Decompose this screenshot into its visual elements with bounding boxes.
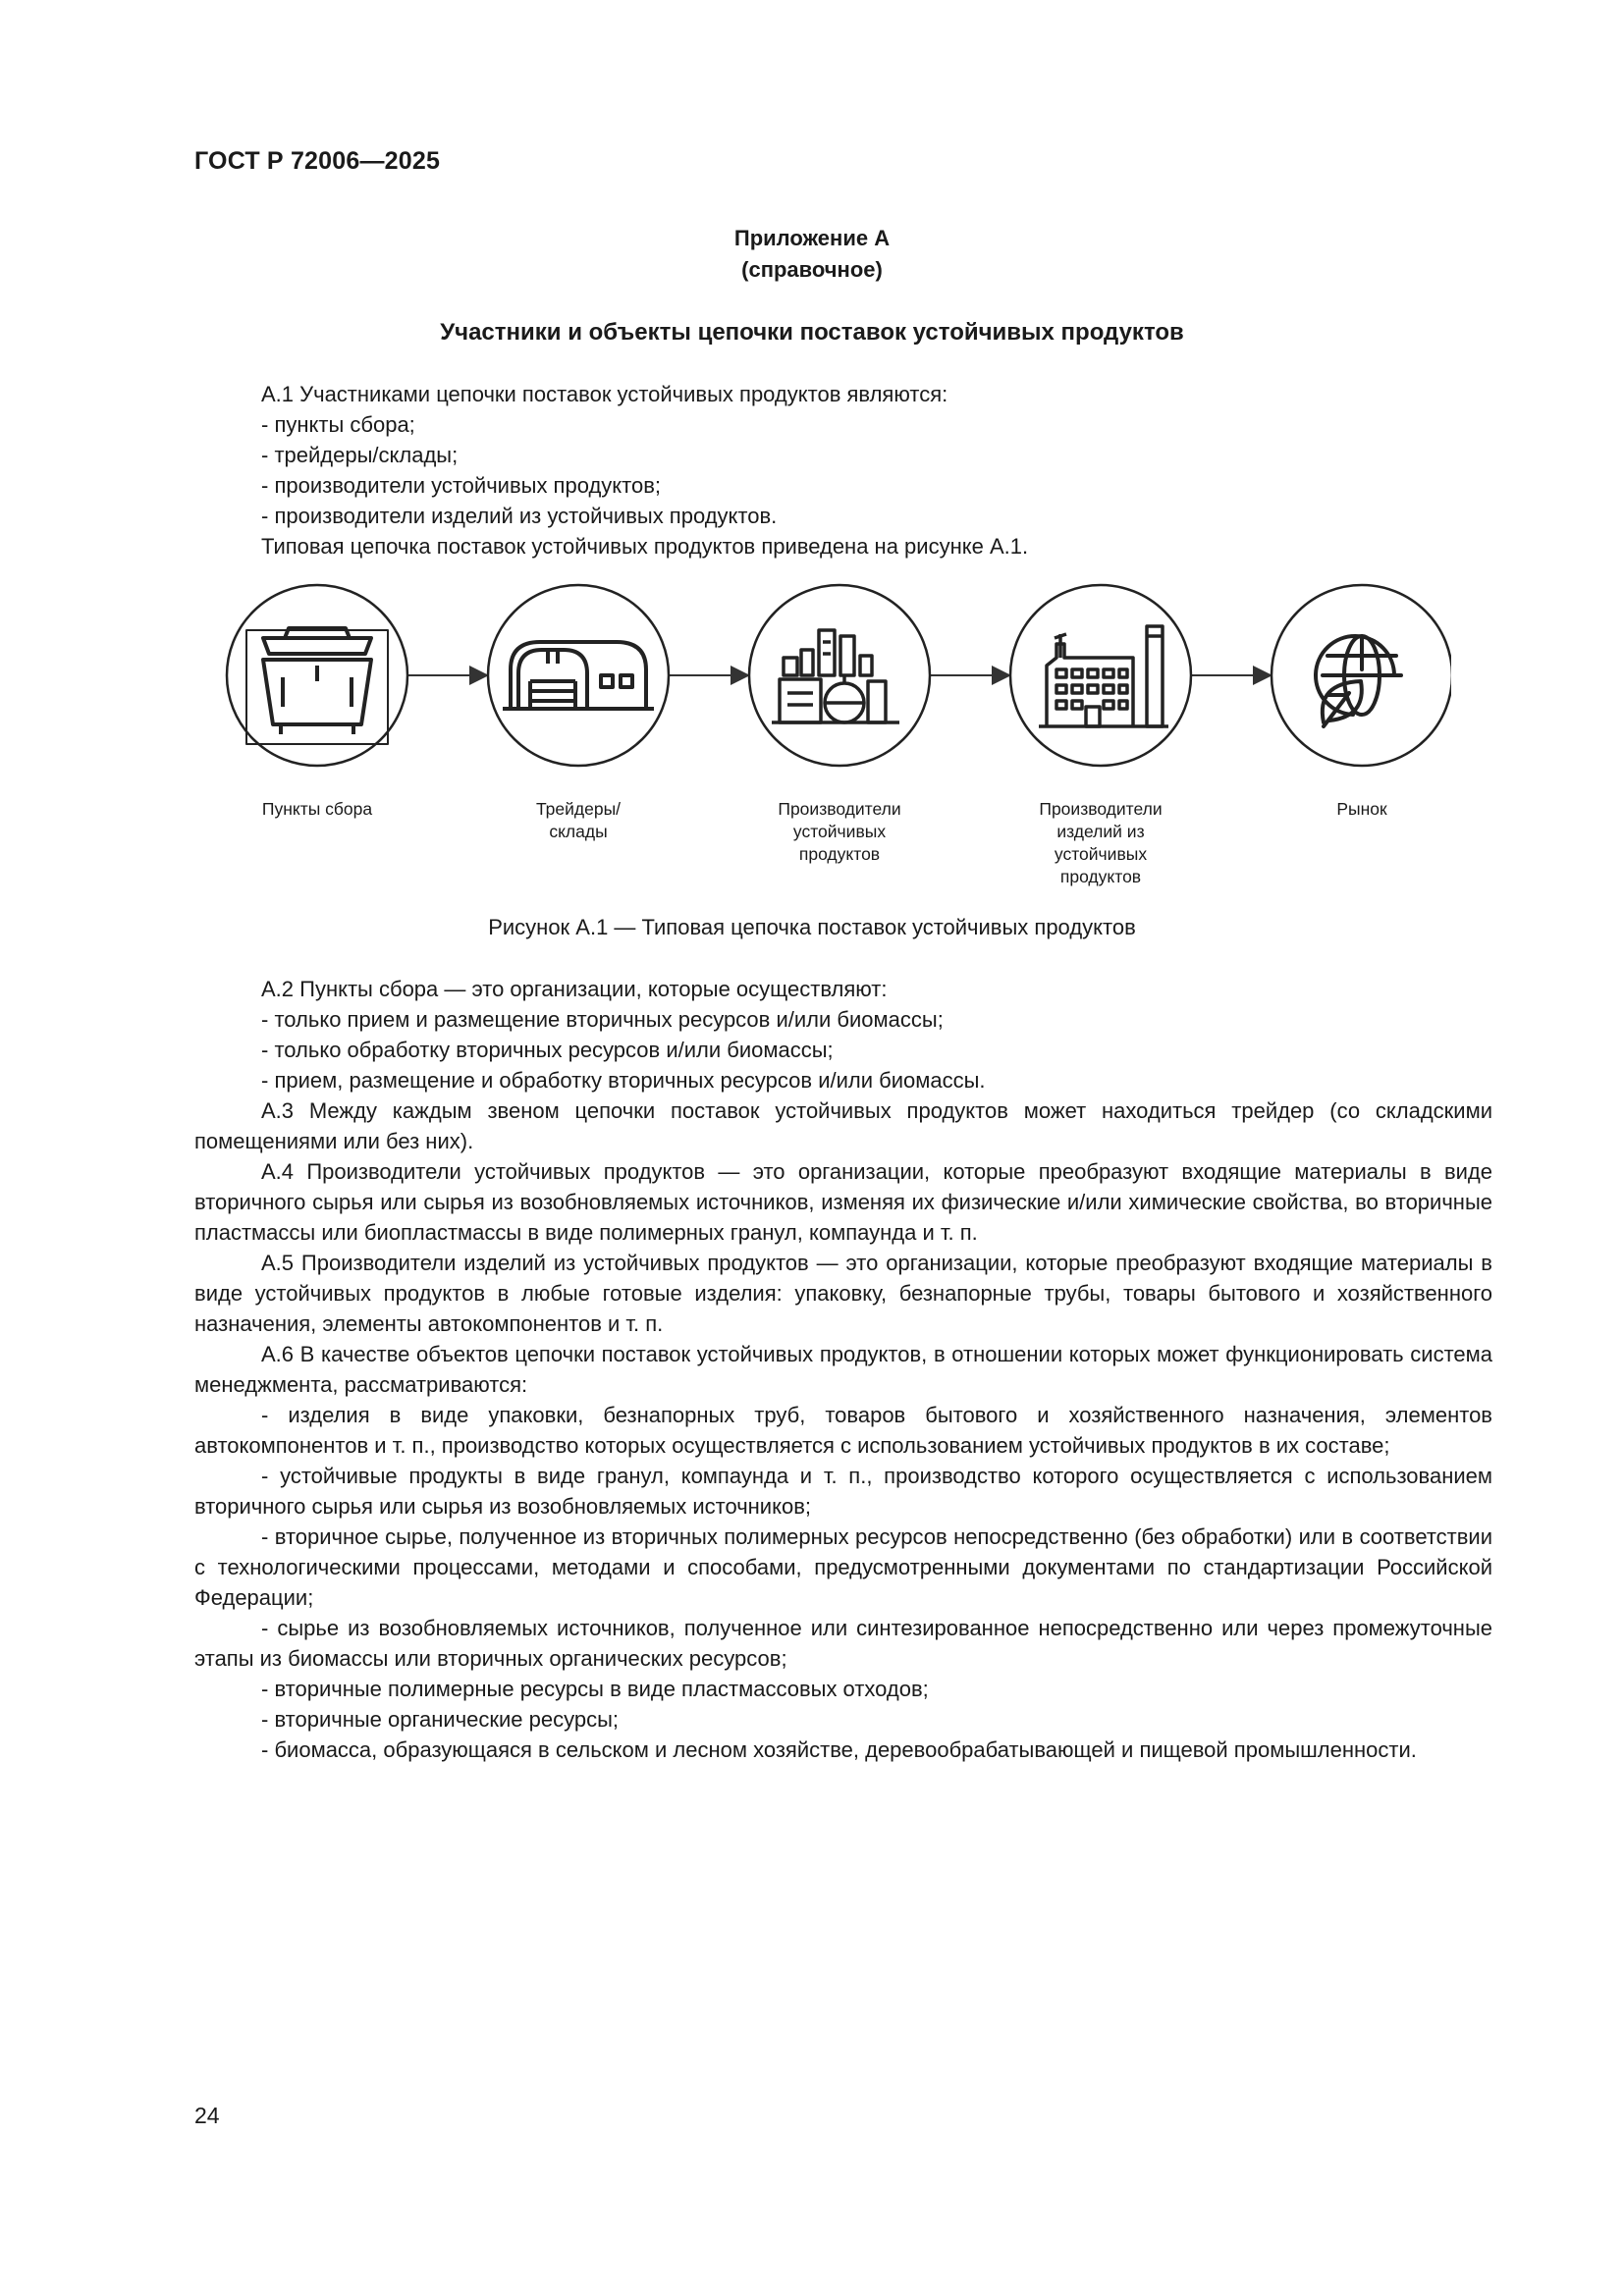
a3-paragraph: А.3 Между каждым звеном цепочки поставок устойчивых продуктов может находиться трейдер (со складскими помещениями или без них). xyxy=(194,1098,1492,1153)
node-collection-points xyxy=(227,585,407,766)
a2-item: - только прием и размещение вторичных ресурсов и/или биомассы; xyxy=(261,1007,944,1032)
a6-item: - изделия в виде упаковки, безнапорных труб, товаров бытового и хозяйственного назначения, элементов автокомпонентов и т. п., производство которых осуществляется с использованием устойчивых продуктов в их составе; xyxy=(194,1403,1492,1458)
a1-lead: А.1 Участниками цепочки поставок устойчивых продуктов являются: xyxy=(261,382,948,406)
figure-caption: Рисунок А.1 — Типовая цепочка поставок устойчивых продуктов xyxy=(488,915,1136,939)
page-number: 24 xyxy=(194,2103,220,2128)
a6-lead: А.6 В качестве объектов цепочки поставок устойчивых продуктов, в отношении которых может функционировать система менеджмента, рассматриваются: xyxy=(194,1342,1492,1397)
a1-item: - пункты сбора; xyxy=(261,412,415,437)
annex-title: Приложение А xyxy=(733,226,891,250)
a6-item: - биомасса, образующаяся в сельском и лесном хозяйстве, деревообрабатывающей и пищевой промышленности. xyxy=(261,1737,1417,1762)
node-market xyxy=(1272,585,1451,766)
a5-paragraph: А.5 Производители изделий из устойчивых продуктов — это организации, которые преобразуют входящие материалы в виде устойчивых продуктов в любые готовые изделия: упаковку, безнапорные трубы, товары бытового и хозяйственного назначения, элементы автокомпонентов и т. п. xyxy=(194,1251,1492,1336)
a1-item: - трейдеры/склады; xyxy=(261,443,459,467)
a2-item: - прием, размещение и обработку вторичных ресурсов и/или биомассы. xyxy=(261,1068,986,1093)
node-label: Пункты сбора xyxy=(261,799,373,819)
a6-item: - вторичные органические ресурсы; xyxy=(261,1707,620,1732)
a2-lead: А.2 Пункты сбора — это организации, которые осуществляют: xyxy=(261,977,888,1001)
standard-code: ГОСТ Р 72006—2025 xyxy=(194,147,441,175)
a2-item: - только обработку вторичных ресурсов и/или биомассы; xyxy=(261,1038,834,1062)
supply-chain-figure xyxy=(224,579,1451,893)
annex-type: (справочное) xyxy=(741,257,883,282)
node-label: Производители устойчивых продуктов xyxy=(778,799,901,864)
node-sustainable-producers xyxy=(749,585,930,766)
node-label: Трейдеры/ склады xyxy=(535,799,622,841)
node-label: Рынок xyxy=(1336,799,1387,819)
a6-item: - вторичные полимерные ресурсы в виде пластмассовых отходов; xyxy=(261,1677,929,1701)
intro-block xyxy=(261,379,1498,561)
node-traders-warehouses xyxy=(488,585,669,766)
figure-reference: Типовая цепочка поставок устойчивых продуктов приведена на рисунке А.1. xyxy=(261,534,1029,559)
a4-paragraph: А.4 Производители устойчивых продуктов — это организации, которые преобразуют входящие материалы в виде вторичного сырья или сырья из возобновляемых источников, изменяя их физические и/или химические свойства, во вторичные пластмассы или биопластмассы в виде полимерных гранул, компаунда и т. п. xyxy=(194,1159,1492,1245)
a1-item: - производители устойчивых продуктов; xyxy=(261,473,662,498)
annex-heading: Участники и объекты цепочки поставок устойчивых продуктов xyxy=(440,319,1184,346)
node-product-manufacturers xyxy=(1010,585,1191,766)
body-text xyxy=(194,974,1492,1765)
supply-chain-diagram xyxy=(224,579,1451,775)
a6-item: - устойчивые продукты в виде гранул, компаунда и т. п., производство которого осуществляется с использованием вторичного сырья или сырья из возобновляемых источников; xyxy=(194,1464,1492,1519)
a6-item: - вторичное сырье, полученное из вторичных полимерных ресурсов непосредственно (без обработки) или в соответствии с технологическими процессами, методами и способами, предусмотренными документами по стандартизации Российской Федерации; xyxy=(194,1524,1492,1610)
node-label: Производители изделий из устойчивых продуктов xyxy=(1039,799,1163,886)
a6-item: - сырье из возобновляемых источников, полученное или синтезированное непосредственно или через промежуточные этапы из биомассы или вторичных органических ресурсов; xyxy=(194,1616,1492,1671)
a1-item: - производители изделий из устойчивых продуктов. xyxy=(261,504,778,528)
